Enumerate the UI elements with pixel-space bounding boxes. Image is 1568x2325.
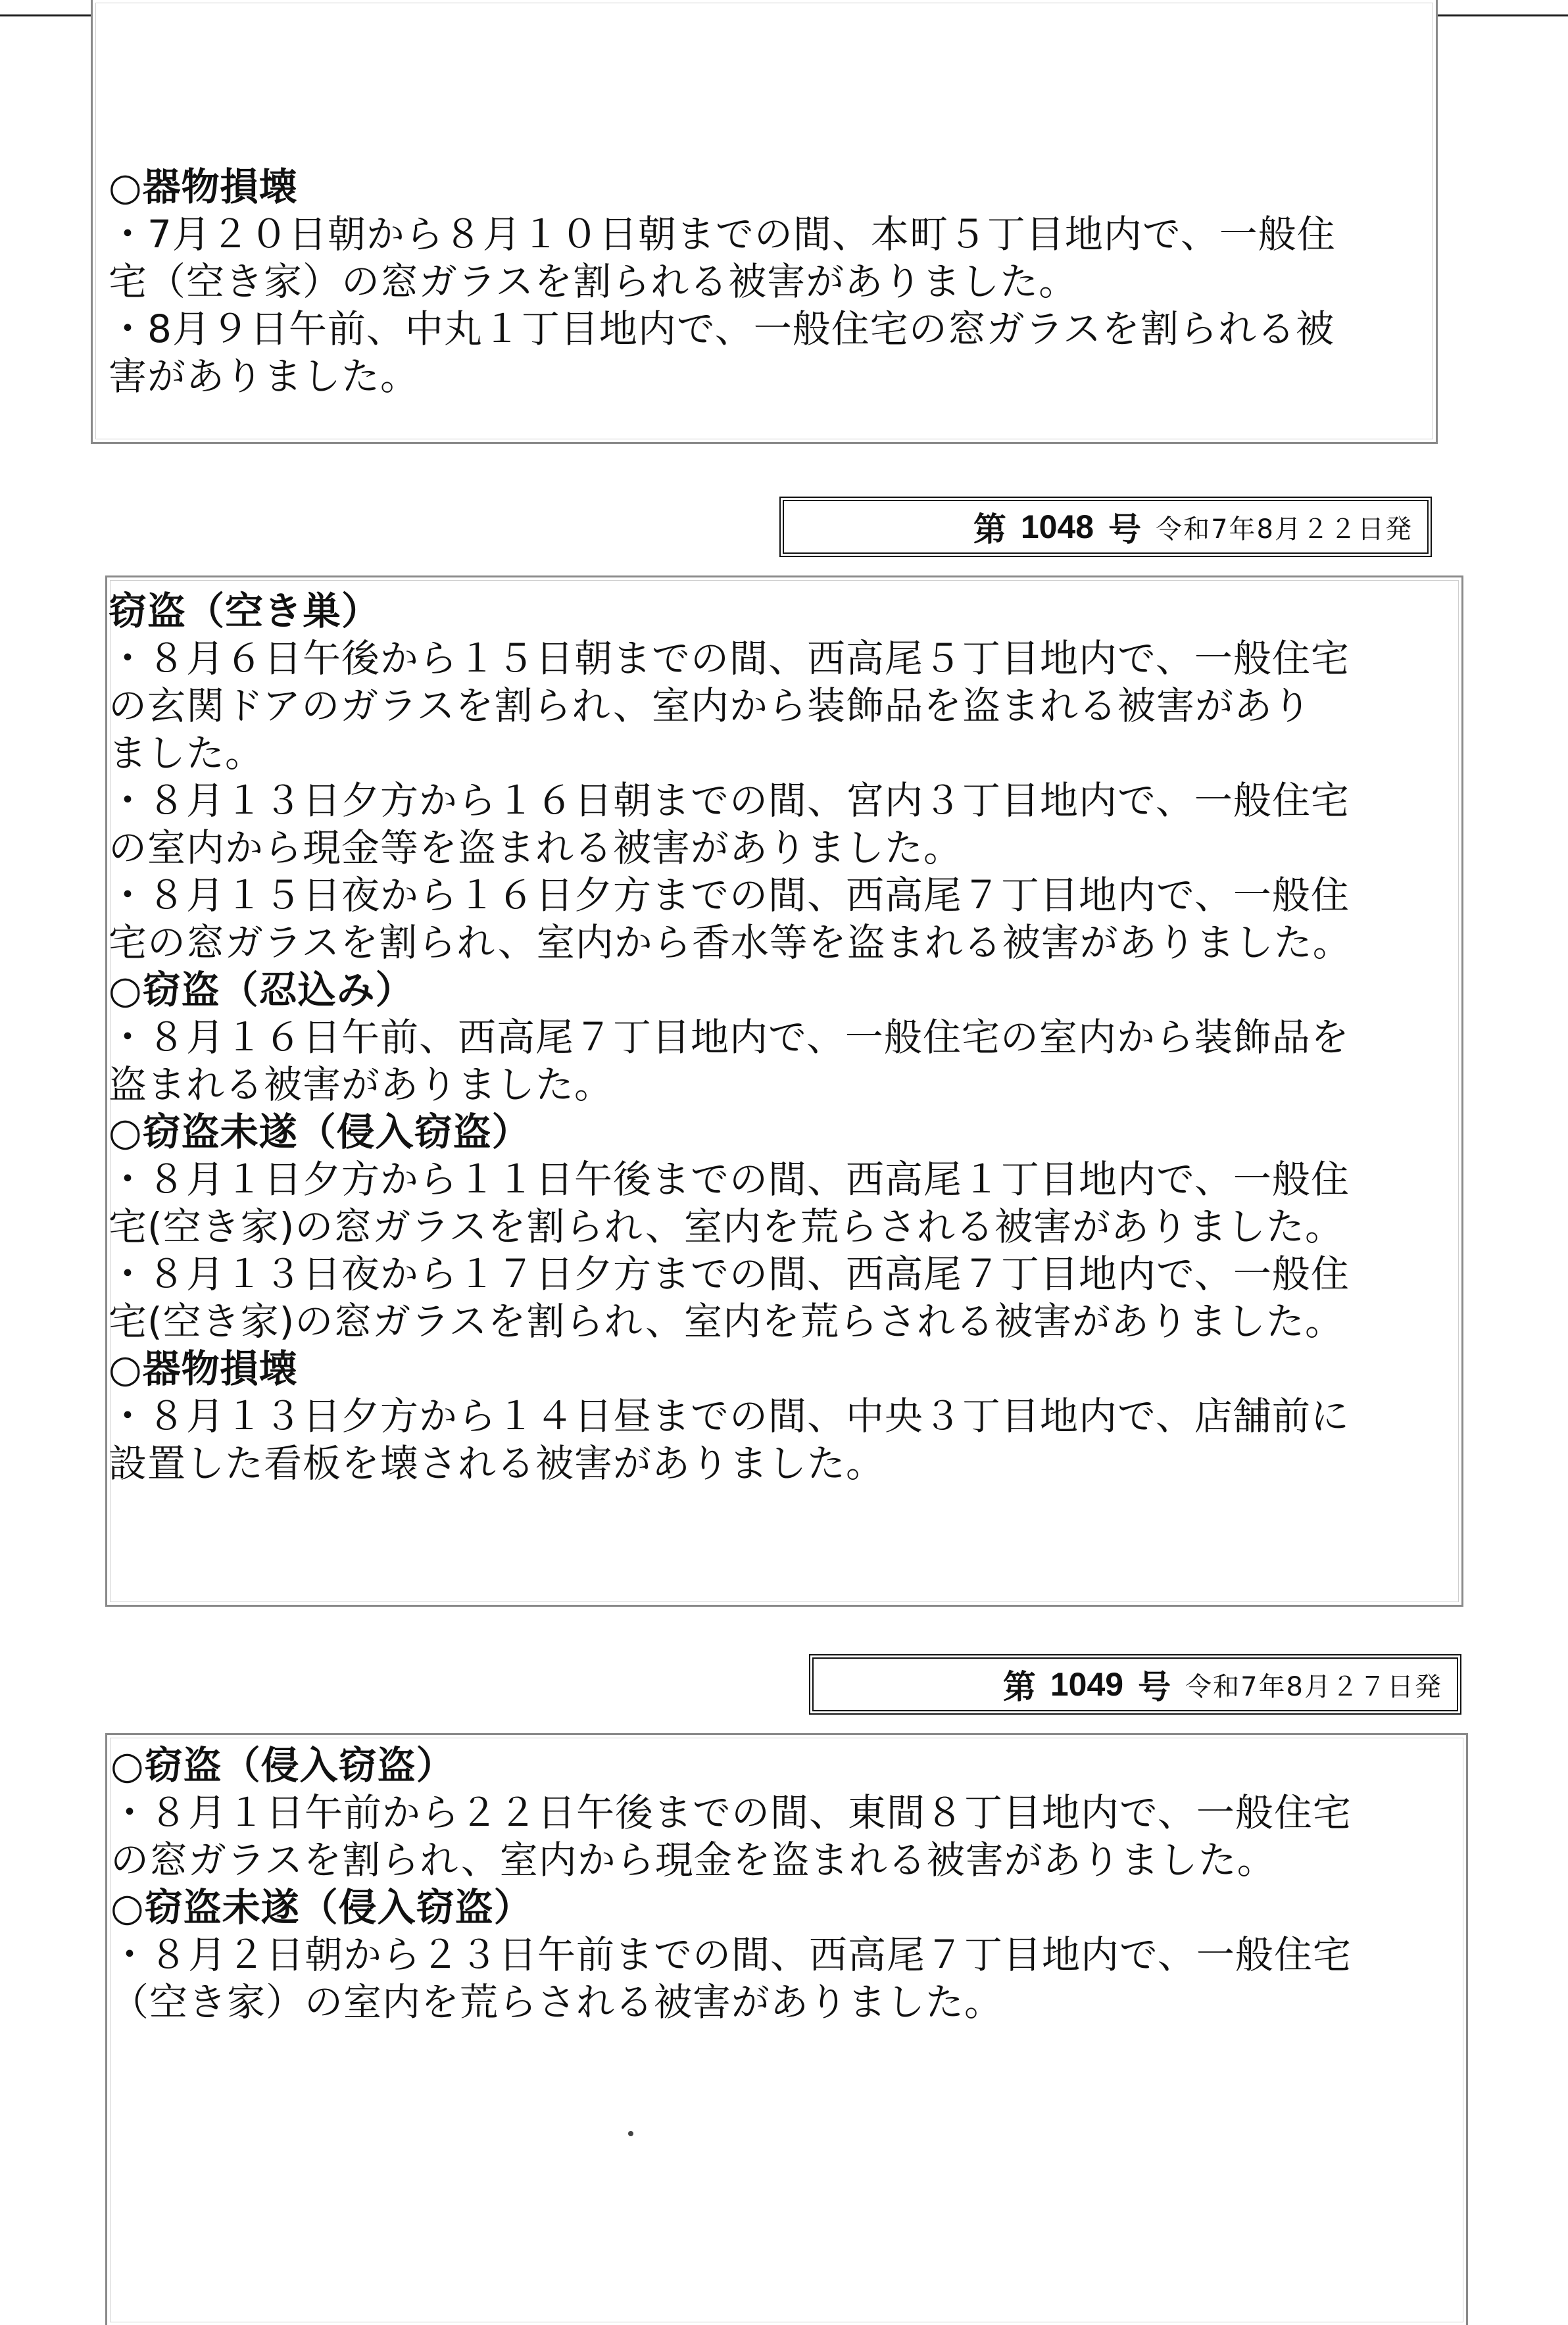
notice-line: ・８月１日夕方から１１日午後までの間、西高尾１丁目地内で、一般住: [109, 1157, 1350, 1202]
notice-line: の窓ガラスを割られ、室内から現金を盗まれる被害がありました。: [110, 1838, 1276, 1882]
notice-line: ました。: [109, 731, 264, 775]
notice-line: （空き家）の室内を荒らされる被害がありました。: [110, 1980, 1004, 2024]
notice-line: ・８月１５日夜から１６日夕方までの間、西高尾７丁目地内で、一般住: [109, 873, 1350, 918]
notice-line: ・7月２０日朝から８月１０日朝までの間、本町５丁目地内で、一般住: [109, 212, 1336, 257]
notice-text-1049: [110, 1742, 1352, 2026]
notice-line: ・８月６日午後から１５日朝までの間、西高尾５丁目地内で、一般住宅: [109, 636, 1350, 681]
notice-line: ○器物損壊: [109, 164, 298, 209]
notice-line: ○窃盗（忍込み）: [109, 967, 414, 1012]
issue-label-1049: [809, 1654, 1461, 1715]
notice-line: ・８月１６日午前、西高尾７丁目地内で、一般住宅の室内から装飾品を: [109, 1015, 1350, 1060]
notice-line: 宅（空き家）の窓ガラスを割られる被害がありました。: [109, 259, 1078, 304]
issue-prefix: 第: [1002, 1668, 1036, 1706]
notice-line: の玄関ドアのガラスを割られ、室内から装飾品を盗まれる被害があり: [109, 683, 1312, 728]
notice-line: 宅の窓ガラスを割られ、室内から香水等を盗まれる被害がありました。: [109, 920, 1352, 965]
issue-date: 令和7年8月２２日発: [1156, 514, 1413, 545]
notice-line: ・８月１日午前から２２日午後までの間、東間８丁目地内で、一般住宅: [110, 1790, 1352, 1835]
notice-line: 窃盗（空き巣）: [109, 589, 381, 633]
issue-suffix: 号: [1108, 510, 1142, 549]
issue-date: 令和7年8月２７日発: [1185, 1671, 1442, 1702]
notice-line: ・８月２日朝から２３日午前までの間、西高尾７丁目地内で、一般住宅: [110, 1932, 1352, 1977]
notice-line: ・８月１３日夕方から１６日朝までの間、宮内３丁目地内で、一般住宅: [109, 778, 1350, 823]
notice-line: 宅(空き家)の窓ガラスを割られ、室内を荒らされる被害がありました。: [109, 1299, 1344, 1344]
issue-number: 1048: [1020, 508, 1094, 545]
notice-text-1048: [109, 587, 1352, 1487]
notice-line: 害がありました。: [109, 354, 420, 399]
notice-line: 設置した看板を壊される被害がありました。: [109, 1441, 885, 1486]
scan-speck: [628, 2131, 633, 2136]
issue-label-1048: [779, 497, 1432, 557]
issue-prefix: 第: [973, 510, 1006, 549]
notice-line: ○窃盗未遂（侵入窃盗）: [110, 1885, 533, 1930]
notice-line: ○窃盗未遂（侵入窃盗）: [109, 1110, 531, 1154]
issue-number: 1049: [1050, 1666, 1124, 1703]
notice-line: ・８月１３日夕方から１４日昼までの間、中央３丁目地内で、店舗前に: [109, 1394, 1350, 1438]
notice-line: ・８月１３日夜から１７日夕方までの間、西高尾７丁目地内で、一般住: [109, 1252, 1350, 1296]
notice-text-top: [109, 163, 1336, 400]
notice-line: 盗まれる被害がありました。: [109, 1062, 614, 1107]
notice-line: ・8月９日午前、中丸１丁目地内で、一般住宅の窓ガラスを割られる被: [109, 306, 1335, 351]
notice-line: の室内から現金等を盗まれる被害がありました。: [109, 825, 963, 870]
notice-line: 宅(空き家)の窓ガラスを割られ、室内を荒らされる被害がありました。: [109, 1204, 1344, 1249]
issue-suffix: 号: [1138, 1668, 1171, 1706]
notice-line: ○器物損壊: [109, 1346, 298, 1391]
notice-line: ○窃盗（侵入窃盗）: [110, 1743, 455, 1788]
